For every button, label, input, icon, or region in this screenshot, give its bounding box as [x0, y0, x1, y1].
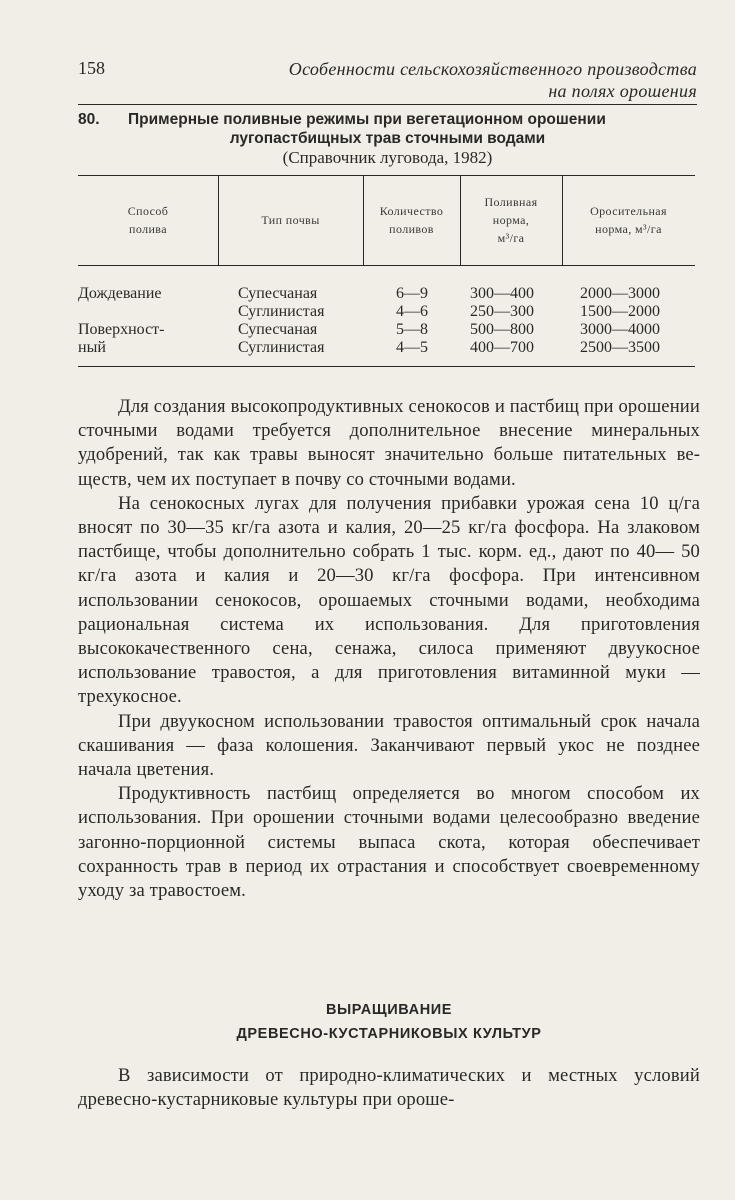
header-text: Поливная: [484, 195, 538, 209]
cell-count: 4—5: [396, 339, 428, 356]
cell-irrigation-norm: 2000—3000: [580, 285, 660, 302]
header-text: Количество: [379, 204, 444, 218]
running-title-line-1: Особенности сельскохозяйственного производства: [288, 59, 697, 79]
running-header: [78, 58, 697, 101]
cell-watering-norm: 500—800: [470, 321, 534, 338]
header-text: Тип почвы: [261, 213, 320, 227]
paragraph: Для создания высокопродуктивных сенокосов и пастбищ при орошении сточными водами требуется дополнительное внесение минеральных удобрений, так как травы выносят значительно больше питательных веществ, чем их поступает в почву со сточными водами.: [78, 396, 700, 490]
cell-watering-norm: 300—400: [470, 285, 534, 302]
paragraph: На сенокосных лугах для получения прибавки урожая сена 10 ц/га вносят по 30—35 кг/га азота и калия, 20—25 кг/га фосфора. На злаковом пастбище, чтобы дополнительно собрать 1 тыс. корм. ед., дают по 40— 50 кг/га азота и калия и 20—30 кг/га фосфора. При интенсивном использовании сенокосов, орошаемых сточными водами, необходима рациональная система их использования. Для приготовления высококачественного сена, сенажа, силоса применяют двуукосное использование травостоя, а для приготовления витаминной муки — трехукосное.: [78, 492, 700, 708]
column-header-method: [78, 175, 218, 265]
column-header-irrigation-norm: [562, 175, 695, 265]
header-text: полива: [129, 222, 167, 236]
paragraph: В зависимости от природно-климатических и местных условий древесно-кустарниковые культуры при ороше-: [78, 1065, 700, 1111]
cell-count: 5—8: [396, 321, 428, 338]
table-row: [78, 339, 695, 359]
header-text: м³/га: [497, 231, 525, 245]
table-bottom-rule: [78, 366, 695, 367]
running-title-line-2: на полях орошения: [548, 81, 697, 101]
cell-soil: Суглинистая: [238, 303, 325, 320]
section-title-line-1: ВЫРАЩИВАНИЕ: [325, 1002, 453, 1018]
header-text: норма, м³/га: [595, 222, 662, 236]
cell-soil: Супесчаная: [238, 285, 318, 302]
page-number: 158: [78, 58, 105, 78]
table-row: [78, 285, 695, 305]
table-header-rule: [78, 265, 695, 266]
header-text: Оросительная: [590, 204, 667, 218]
cell-method: Дождевание: [78, 285, 162, 302]
column-header-watering-norm: [460, 175, 562, 265]
cell-method: Поверхност-: [78, 321, 165, 338]
cell-irrigation-norm: 2500—3500: [580, 339, 660, 356]
table-caption-line-1: Примерные поливные режимы при вегетационном орошении: [128, 111, 606, 128]
cell-irrigation-norm: 3000—4000: [580, 321, 660, 338]
table-row: [78, 321, 695, 341]
header-rule: [78, 104, 697, 105]
header-text: норма,: [492, 213, 530, 227]
cell-method: ный: [78, 339, 106, 356]
cell-soil: Суглинистая: [238, 339, 325, 356]
table-caption-line-2: лугопастбищных трав сточными водами: [229, 130, 546, 147]
cell-count: 6—9: [396, 285, 428, 302]
header-text: поливов: [389, 222, 434, 236]
body-text: [78, 395, 700, 903]
cell-irrigation-norm: 1500—2000: [580, 303, 660, 320]
table-source: (Справочник луговода, 1982): [282, 148, 493, 167]
header-text: Способ: [127, 204, 169, 218]
paragraph: Продуктивность пастбищ определяется во многом способом их использования. При орошении сточными водами целесообразно введение загонно-порционной системы выпаса скота, которая обеспечивает сохранность трав в период их отрастания и способствует своевременному уходу за травостоем.: [78, 783, 700, 902]
section-title-line-2: ДРЕВЕСНО-КУСТАРНИКОВЫХ КУЛЬТУР: [236, 1026, 542, 1042]
column-header-soil: [218, 175, 363, 265]
cell-watering-norm: 250—300: [470, 303, 534, 320]
cell-soil: Супесчаная: [238, 321, 318, 338]
cell-watering-norm: 400—700: [470, 339, 534, 356]
running-title: [289, 58, 697, 102]
body-text-continued: [78, 1064, 700, 1112]
paragraph: При двуукосном использовании травостоя оптимальный срок начала скашивания — фаза колошения. Заканчивают первый укос не позднее начала цветения.: [78, 710, 700, 781]
column-header-count: [363, 175, 460, 265]
table-number: 80.: [78, 111, 100, 128]
table-row: [78, 303, 695, 323]
cell-count: 4—6: [396, 303, 428, 320]
